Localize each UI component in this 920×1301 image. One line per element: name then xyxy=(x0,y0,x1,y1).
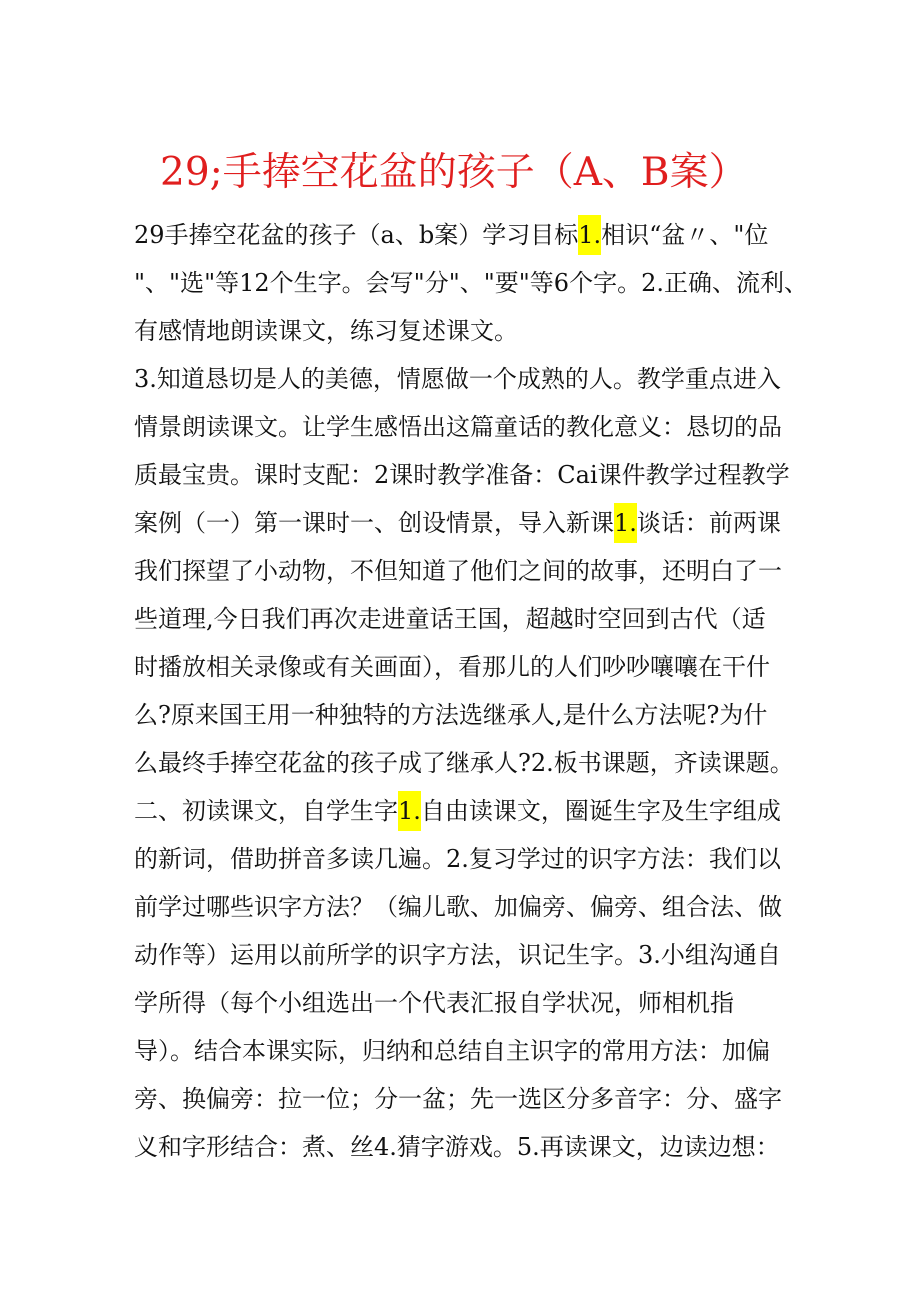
text-segment: 我们探望了小动物，不但知道了他们之间的故事，还明白了一 xyxy=(134,557,782,585)
highlighted-number: 1. xyxy=(578,215,601,255)
text-line xyxy=(134,499,834,547)
text-line xyxy=(134,835,834,883)
text-line xyxy=(134,403,834,451)
highlighted-number: 1. xyxy=(614,503,637,543)
text-line xyxy=(134,595,834,643)
text-segment: 些道理,今日我们再次走进童话王国，超越时空回到古代（适 xyxy=(134,605,766,633)
text-line xyxy=(134,787,834,835)
text-segment: 学所得（每个小组选出一个代表汇报自学状况，师相机指 xyxy=(134,989,734,1017)
text-line xyxy=(134,355,834,403)
text-segment: 3.知道恳切是人的美德，情愿做一个成熟的人。教学重点进入 xyxy=(134,365,781,393)
text-segment: 相识“盆〃、"位 xyxy=(601,221,769,249)
text-segment: 谈话：前两课 xyxy=(636,509,781,537)
text-segment: 情景朗读课文。让学生感悟出这篇童话的教化意义：恳切的品 xyxy=(134,413,782,441)
text-line xyxy=(134,547,834,595)
text-segment: 自由读课文，圈诞生字及生字组成 xyxy=(420,797,781,825)
text-segment: "、"选"等12个生字。会写"分"、"要"等6个字。2.正确、流利、 xyxy=(134,269,808,297)
text-line xyxy=(134,643,834,691)
text-segment: 义和字形结合：煮、丝4.猜字游戏。5.再读课文，边读边想： xyxy=(134,1133,780,1161)
text-segment: 么?原来国王用一种独特的方法选继承人,是什么方法呢?为什 xyxy=(134,701,768,729)
text-segment: 有感情地朗读课文，练习复述课文。 xyxy=(134,317,518,345)
text-segment: 动作等）运用以前所学的识字方法，识记生字。3.小组沟通自 xyxy=(134,941,781,969)
text-segment: 导）。结合本课实际，归纳和总结自主识字的常用方法：加偏 xyxy=(134,1037,770,1065)
highlighted-number: 1. xyxy=(398,791,421,831)
text-line xyxy=(134,1027,834,1075)
text-line xyxy=(134,259,834,307)
text-line xyxy=(134,979,834,1027)
text-segment: 的新词，借助拼音多读几遍。2.复习学过的识字方法：我们以 xyxy=(134,845,781,873)
text-line xyxy=(134,307,834,355)
text-segment: 29手捧空花盆的孩子（a、b案）学习目标 xyxy=(134,221,579,249)
text-line xyxy=(134,931,834,979)
text-segment: 案例（一）第一课时一、创设情景，导入新课 xyxy=(134,509,614,537)
text-line xyxy=(134,451,834,499)
text-line xyxy=(134,883,834,931)
text-line xyxy=(134,691,834,739)
text-segment: 么最终手捧空花盆的孩子成了继承人?2.板书课题，齐读课题。 xyxy=(134,749,794,777)
text-segment: 时播放相关录像或有关画面），看那儿的人们吵吵嚷嚷在干什 xyxy=(134,653,770,681)
document-title: 29;手捧空花盆的孩子（A、B案） xyxy=(160,150,748,195)
document-body xyxy=(134,211,834,1171)
text-line xyxy=(134,739,834,787)
text-segment: 前学过哪些识字方法？（编儿歌、加偏旁、偏旁、组合法、做 xyxy=(134,893,782,921)
text-line xyxy=(134,1075,834,1123)
text-line xyxy=(134,211,834,259)
text-segment: 旁、换偏旁：拉一位；分一盆；先一选区分多音字：分、盛字 xyxy=(134,1085,782,1113)
text-segment: 质最宝贵。课时支配：2课时教学准备：Cai课件教学过程教学 xyxy=(134,461,790,489)
text-line xyxy=(134,1123,834,1171)
text-segment: 二、初读课文，自学生字 xyxy=(134,797,398,825)
